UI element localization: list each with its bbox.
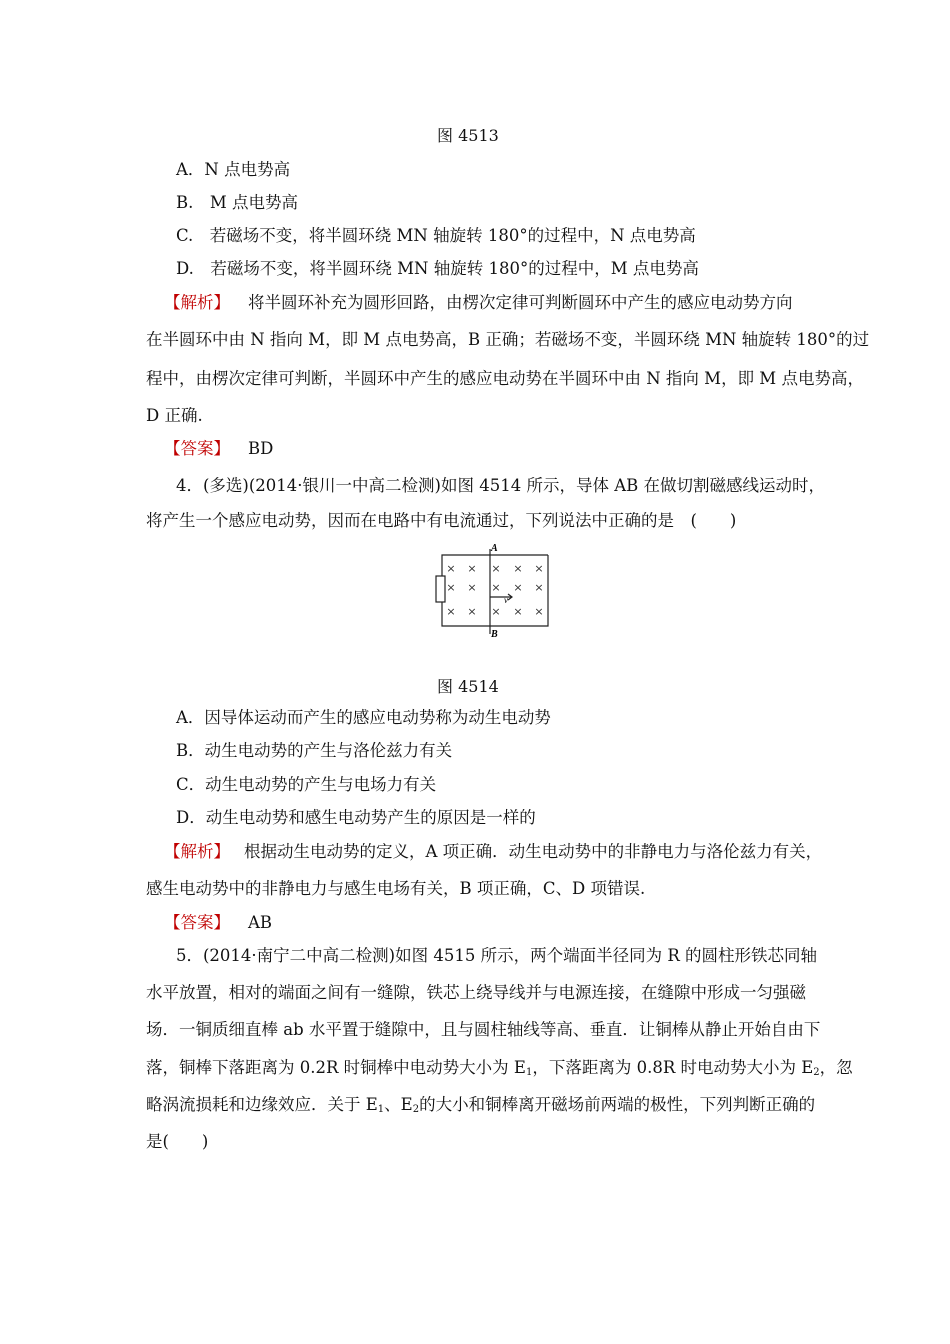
q3-analysis-line-2: 在半圆环中由 N 指向 M，即 M 点电势高，B 正确；若磁场不变，半圆环绕 MN 轴旋转 180°的过: [146, 330, 870, 349]
q3-option-b: B. M 点电势高: [176, 193, 299, 212]
q3-analysis-line-4: D 正确.: [146, 406, 203, 425]
field-cross: ×: [446, 605, 456, 618]
circuit-figure-4514: [430, 541, 570, 643]
q5-stem-line-5: 略涡流损耗和边缘效应．关于 $E_1$、$E_2$的大小和铜棒离开磁场前两端的极性，下列判断正确的: [146, 1095, 816, 1115]
q5-stem-line-4: 落，铜棒下落距离为 0.2R 时铜棒中电动势大小为 $E_1$，下落距离为 0.8R 时电动势大小为 $E_2$，忽: [146, 1058, 853, 1078]
field-cross: ×: [513, 581, 523, 594]
q3-answer-line: [164, 438, 273, 460]
q4-option-a: A．因导体运动而产生的感应电动势称为动生电动势: [176, 708, 551, 727]
field-cross: ×: [467, 581, 477, 594]
answer-value: BD: [248, 439, 274, 458]
q4-answer-line: [164, 912, 272, 934]
subscript-1: 1: [377, 1104, 385, 1115]
label-v: v: [504, 595, 508, 605]
field-cross: ×: [513, 605, 523, 618]
answer-label: 【答案】: [164, 439, 230, 458]
q3-option-c: C. 若磁场不变，将半圆环绕 MN 轴旋转 180°的过程中，N 点电势高: [176, 226, 696, 245]
field-cross: ×: [491, 581, 501, 594]
q3-analysis-line-3: 程中，由楞次定律可判断，半圆环中产生的感应电动势在半圆环中由 N 指向 M，即 M 点电势高，: [146, 369, 864, 388]
analysis-text: 将半圆环补充为圆形回路，由楞次定律可判断圆环中产生的感应电动势方向: [248, 293, 793, 312]
field-cross: ×: [534, 581, 544, 594]
q5-stem-line-6: 是( ): [146, 1132, 209, 1151]
answer-value: AB: [248, 913, 273, 932]
q4-option-d: D．动生电动势和感生电动势产生的原因是一样的: [176, 808, 536, 827]
field-cross: ×: [446, 581, 456, 594]
label-b: B: [491, 629, 498, 640]
q5-stem-line-3: 场．一铜质细直棒 ab 水平置于缝隙中，且与圆柱轴线等高、垂直．让铜棒从静止开始自由下: [146, 1020, 821, 1039]
q5-stem-line-1: 5．(2014·南宁二中高二检测)如图 4515 所示，两个端面半径同为 R 的圆柱形铁芯同轴: [176, 946, 818, 965]
analysis-label: 【解析】: [164, 293, 230, 312]
q4-stem-line-2: 将产生一个感应电动势，因而在电路中有电流通过，下列说法中正确的是 ( ): [146, 511, 737, 530]
field-cross: ×: [491, 605, 501, 618]
field-cross: ×: [491, 562, 501, 575]
q4-analysis-line-2: 感生电动势中的非静电力与感生电场有关，B 项正确，C、D 项错误.: [146, 879, 646, 898]
field-cross: ×: [467, 605, 477, 618]
label-a: A: [491, 543, 498, 554]
figure-caption-4513: 图 4513: [437, 126, 499, 145]
analysis-text: 根据动生电动势的定义，A 项正确．动生电动势中的非静电力与洛伦兹力有关，: [244, 842, 823, 861]
field-cross: ×: [534, 562, 544, 575]
field-cross: ×: [467, 562, 477, 575]
field-cross: ×: [513, 562, 523, 575]
q4-option-b: B．动生电动势的产生与洛伦兹力有关: [176, 741, 453, 760]
q3-analysis-line-1: [164, 292, 793, 314]
answer-label: 【答案】: [164, 913, 230, 932]
q5-stem-line-2: 水平放置，相对的端面之间有一缝隙，铁芯上绕导线并与电源连接，在缝隙中形成一匀强磁: [146, 983, 806, 1002]
resistor-symbol: [436, 576, 445, 602]
subscript-1: 1: [525, 1067, 533, 1078]
q4-option-c: C．动生电动势的产生与电场力有关: [176, 775, 437, 794]
subscript-2: 2: [412, 1104, 420, 1115]
q3-option-d: D. 若磁场不变，将半圆环绕 MN 轴旋转 180°的过程中，M 点电势高: [176, 259, 699, 278]
subscript-2: 2: [813, 1067, 820, 1078]
analysis-label: 【解析】: [164, 842, 230, 861]
figure-caption-4514: 图 4514: [437, 677, 499, 696]
q4-stem-line-1: 4．(多选)(2014·银川一中高二检测)如图 4514 所示，导体 AB 在做切割磁感线运动时，: [176, 476, 825, 495]
field-cross: ×: [534, 605, 544, 618]
q4-analysis-line-1: [164, 841, 822, 863]
q3-option-a: A．N 点电势高: [176, 160, 291, 179]
field-cross: ×: [446, 562, 456, 575]
